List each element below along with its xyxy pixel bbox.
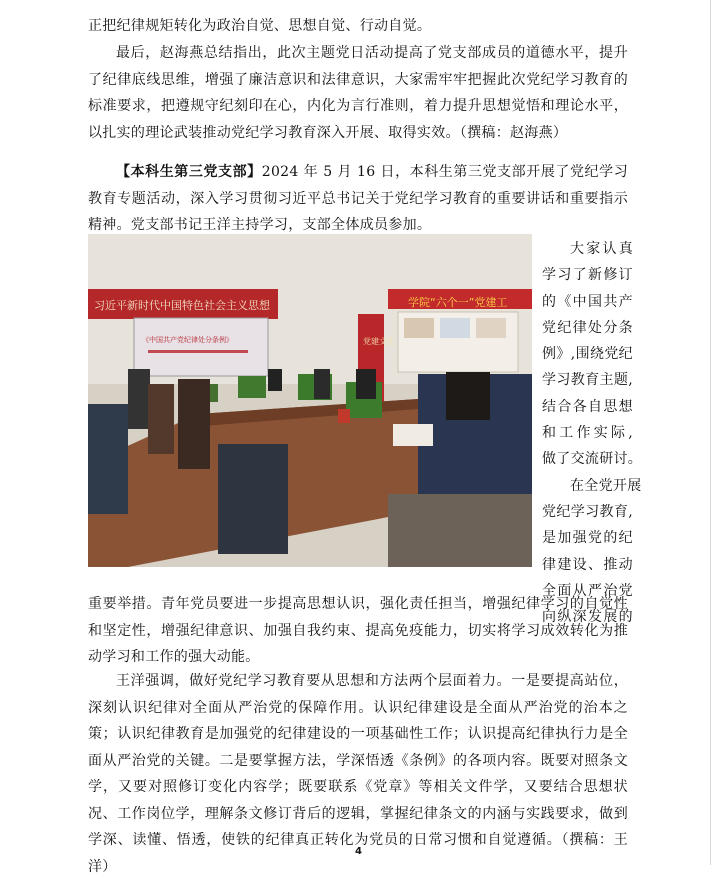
side-line: 的《中国共产 — [542, 293, 633, 310]
wall-banner-text: 习近平新时代中国特色社会主义思想 — [94, 299, 270, 312]
side-text-column — [542, 236, 643, 630]
side-line: 是加强党的纪 — [542, 530, 633, 547]
side-line: 结合各自思想 — [542, 398, 633, 415]
paragraph-top: 正把纪律规矩转化为政治自觉、思想自觉、行动自觉。 — [88, 18, 432, 34]
paragraph-summary: 最后，赵海燕总结指出，此次主题党日活动提高了党支部成员的道德水平，提升了纪律底线思维，增强了廉洁意识和法律意识，大家需牢牢把握此次党纪学习教育的标准要求，把遵规守纪刻印在心，内化为言行准则，着力提升思想觉悟和理论水平，以扎实的理论武装推动党纪学习教育深入开展、取得实效。（撰稿：赵海燕） — [88, 45, 628, 141]
side-line: 党纪律处分条 — [542, 319, 633, 336]
side-line: 和工作实际, — [542, 425, 633, 442]
side-line: 律建设、推动 — [542, 556, 633, 573]
side-line: 学习了新修订 — [542, 267, 633, 284]
side-line: 学习教育主题, — [542, 372, 633, 389]
paragraph-wang: 王洋强调，做好党纪学习教育要从思想和方法两个层面着力。一是要提高站位，深刻认识纪律对全面从严治党的保障作用。认识纪律建设是全面从严治党的治本之策；认识纪律教育是加强党的纪律建设的一项基础性工作；认识提高纪律执行力是全面从严治党的关键。二是要掌握方法，学深悟透《条例》的各项内容。既要对照条文学，又要对照修订变化内容学；既要联系《党章》等相关文件学，又要结合思想状况、工作岗位学，理解条文修订背后的逻辑，掌握纪律条文的内涵与实践要求，做到学深、读懂、悟透，使铁的纪律真正转化为党员的日常习惯和自觉遵循。（撰稿：王洋） — [88, 673, 628, 875]
screen-title-text: 《中国共产党纪律处分条例》 — [142, 336, 233, 344]
party-panel-text: 党建文化 — [363, 337, 395, 346]
side-line: 党纪学习教育, — [542, 503, 633, 520]
paragraph-section-intro — [88, 159, 628, 239]
section-intro-text: 2024 年 5 月 16 日，本科生第三党支部开展了党纪学习教育专题活动，深入学习贯彻习近平总书记关于党纪学习教育的重要讲话和重要指示精神。党支部书记王洋主持学习，支部全体成员参加。 — [88, 164, 629, 233]
side-line: 全面从严治党 — [542, 582, 633, 599]
side-line: 向纵深发展的 — [542, 609, 633, 626]
side-line: 做了交流研讨。 — [542, 451, 643, 468]
board-title-text: 学院“六个一”党建工 — [408, 296, 508, 309]
side-line: 在全党开展 — [570, 477, 642, 494]
side-line: 大家认真 — [570, 241, 633, 257]
page-number: 4 — [355, 846, 362, 857]
paragraph-after-photo: 重要举措。青年党员要进一步提高思想认识，强化责任担当，增强纪律学习的自觉性和坚定性，增强纪律意识、加强自我约束、提高免疫能力，切实将学习成效转化为推动学习和工作的强大动能。 — [88, 596, 628, 665]
page-border-line — [710, 0, 711, 865]
side-line: 例》,围绕党纪 — [542, 346, 633, 363]
meeting-photo — [88, 234, 532, 567]
section-heading: 【本科生第三党支部】 — [116, 164, 262, 180]
